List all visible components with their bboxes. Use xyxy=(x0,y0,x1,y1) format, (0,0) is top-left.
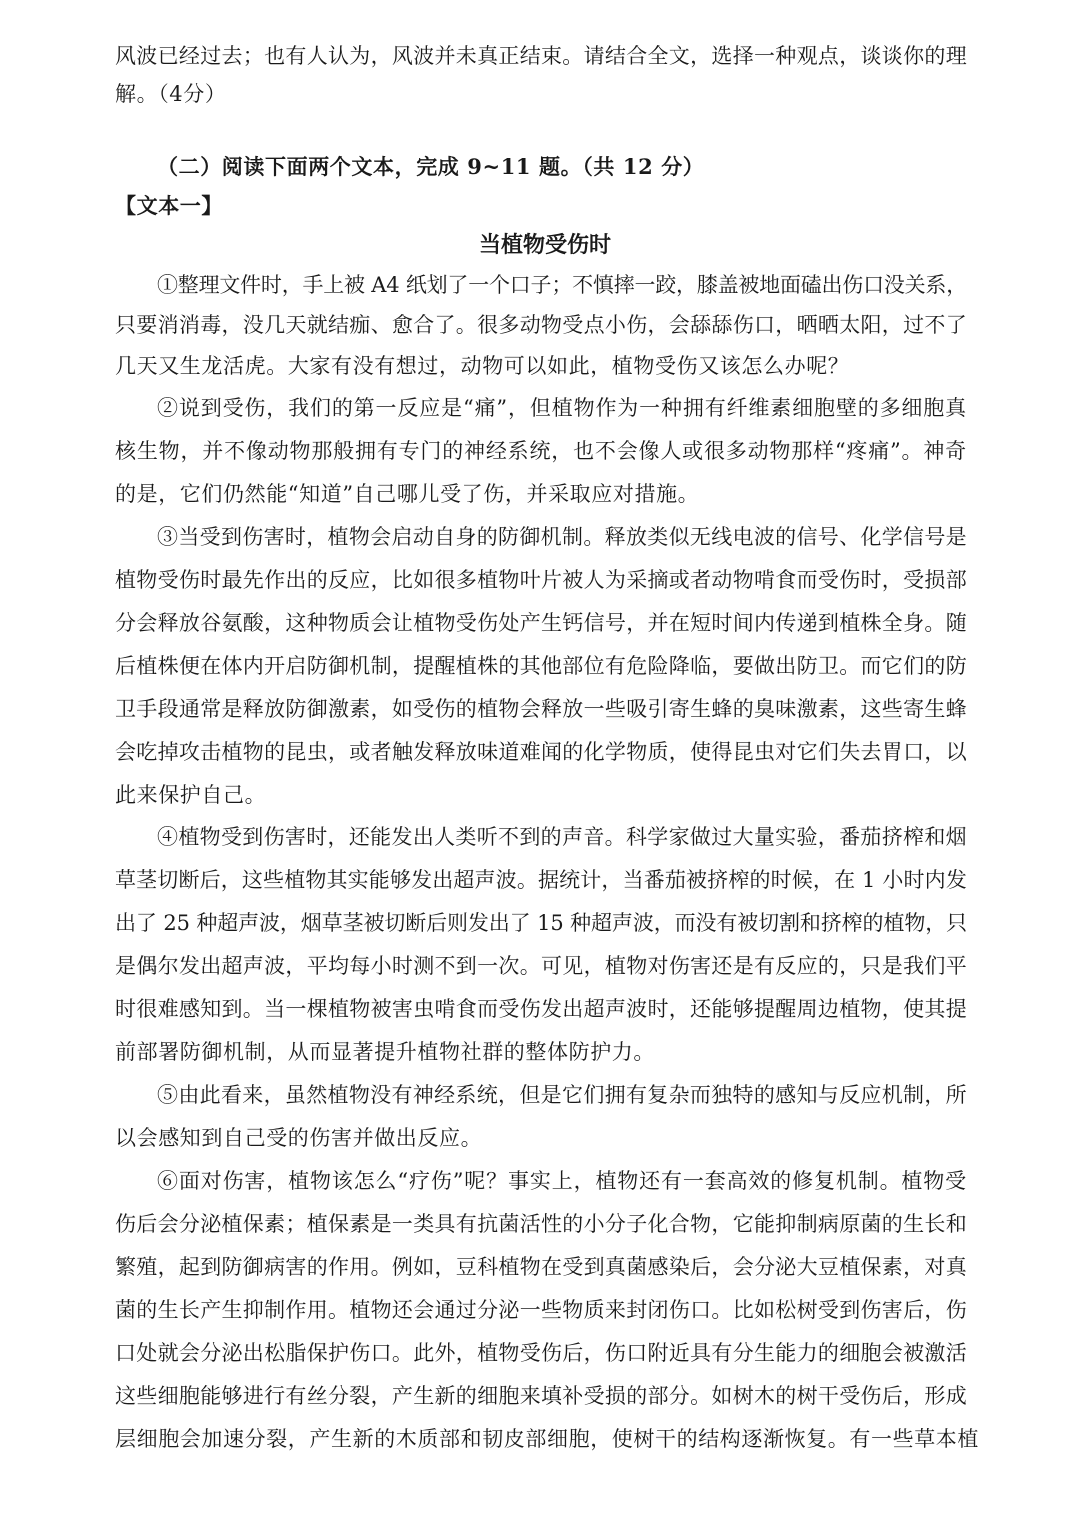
paragraph-line: 的是，它们仍然能“知道”自己哪儿受了伤，并采取应对措施。 xyxy=(115,482,700,506)
paragraph-line: 后植株便在体内开启防御机制，提醒植株的其他部位有危险降临，要做出防卫。而它们的防 xyxy=(115,654,967,678)
paragraph-line: 伤后会分泌植保素；植保素是一类具有抗菌活性的小分子化合物，它能抑制病原菌的生长和 xyxy=(115,1212,967,1236)
paragraph-line: 此来保护自己。 xyxy=(115,783,267,807)
paragraph-line: 会吃掉攻击植物的昆虫，或者触发释放味道难闻的化学物质，使得昆虫对它们失去胃口，以 xyxy=(115,740,967,764)
paragraph-line: ⑤由此看来，虽然植物没有神经系统，但是它们拥有复杂而独特的感知与反应机制，所 xyxy=(157,1083,967,1107)
paragraph-line: 这些细胞能够进行有丝分裂，产生新的细胞来填补受损的部分。如树木的树干受伤后，形成 xyxy=(115,1384,967,1408)
question-text-line: 风波已经过去；也有人认为，风波并未真正结束。请结合全文，选择一种观点，谈谈你的理 xyxy=(115,44,967,68)
paragraph-line: ⑥面对伤害，植物该怎么“疗伤”呢？事实上，植物还有一套高效的修复机制。植物受 xyxy=(157,1169,967,1193)
section-heading: （二）阅读下面两个文本，完成 9~11 题。（共 12 分） xyxy=(157,154,705,179)
paragraph-line: ④植物受到伤害时，还能发出人类听不到的声音。科学家做过大量实验，番茄挤榨和烟 xyxy=(157,825,967,849)
article-title: 当植物受伤时 xyxy=(478,232,611,258)
paragraph-line: 繁殖，起到防御病害的作用。例如，豆科植物在受到真菌感染后，会分泌大豆植保素，对真 xyxy=(115,1255,967,1279)
question-text-line: 解。（4分） xyxy=(115,82,227,106)
text-label: 【文本一】 xyxy=(115,193,223,218)
paragraph-line: 口处就会分泌出松脂保护伤口。此外，植物受伤后，伤口附近具有分生能力的细胞会被激活 xyxy=(115,1341,967,1365)
paragraph-line: 植物受伤时最先作出的反应，比如很多植物叶片被人为采摘或者动物啃食而受伤时，受损部 xyxy=(115,568,967,592)
paragraph-line: 前部署防御机制，从而显著提升植物社群的整体防护力。 xyxy=(115,1040,655,1064)
paragraph-line: 出了 25 种超声波，烟草茎被切断后则发出了 15 种超声波，而没有被切割和挤榨的植物，只 xyxy=(115,911,967,935)
paragraph-line: 菌的生长产生抑制作用。植物还会通过分泌一些物质来封闭伤口。比如松树受到伤害后，伤 xyxy=(115,1298,967,1322)
paragraph-line: 分会释放谷氨酸，这种物质会让植物受伤处产生钙信号，并在短时间内传递到植株全身。随 xyxy=(115,611,967,635)
paragraph-line: 以会感知到自己受的伤害并做出反应。 xyxy=(115,1126,483,1150)
paragraph-line: 时很难感知到。当一棵植物被害虫啃食而受伤发出超声波时，还能够提醒周边植物，使其提 xyxy=(115,997,967,1021)
paragraph-line: 层细胞会加速分裂，产生新的木质部和韧皮部细胞，使树干的结构逐渐恢复。有一些草本植 xyxy=(115,1427,979,1451)
paragraph-line: 几天又生龙活虎。大家有没有想过，动物可以如此，植物受伤又该怎么办呢？ xyxy=(115,354,850,378)
paragraph-line: 只要消消毒，没几天就结痂、愈合了。很多动物受点小伤，会舔舔伤口，晒晒太阳，过不了 xyxy=(115,313,967,337)
paragraph-line: 核生物，并不像动物那般拥有专门的神经系统，也不会像人或很多动物那样“疼痛”。神奇 xyxy=(115,439,967,463)
paragraph-line: 草茎切断后，这些植物其实能够发出超声波。据统计，当番茄被挤榨的时候，在 1 小时内发 xyxy=(115,868,967,892)
paragraph-line: ②说到受伤，我们的第一反应是“痛”，但植物作为一种拥有纤维素细胞壁的多细胞真 xyxy=(157,396,967,420)
paragraph-line: 卫手段通常是释放防御激素，如受伤的植物会释放一些吸引寄生蜂的臭味激素，这些寄生蜂 xyxy=(115,697,967,721)
paragraph-line: 是偶尔发出超声波，平均每小时测不到一次。可见，植物对伤害还是有反应的，只是我们平 xyxy=(115,954,967,978)
paragraph-line: ①整理文件时，手上被 A4 纸划了一个口子；不慎摔一跤，膝盖被地面磕出伤口没关系， xyxy=(157,273,967,297)
paragraph-line: ③当受到伤害时，植物会启动自身的防御机制。释放类似无线电波的信号、化学信号是 xyxy=(157,525,967,549)
